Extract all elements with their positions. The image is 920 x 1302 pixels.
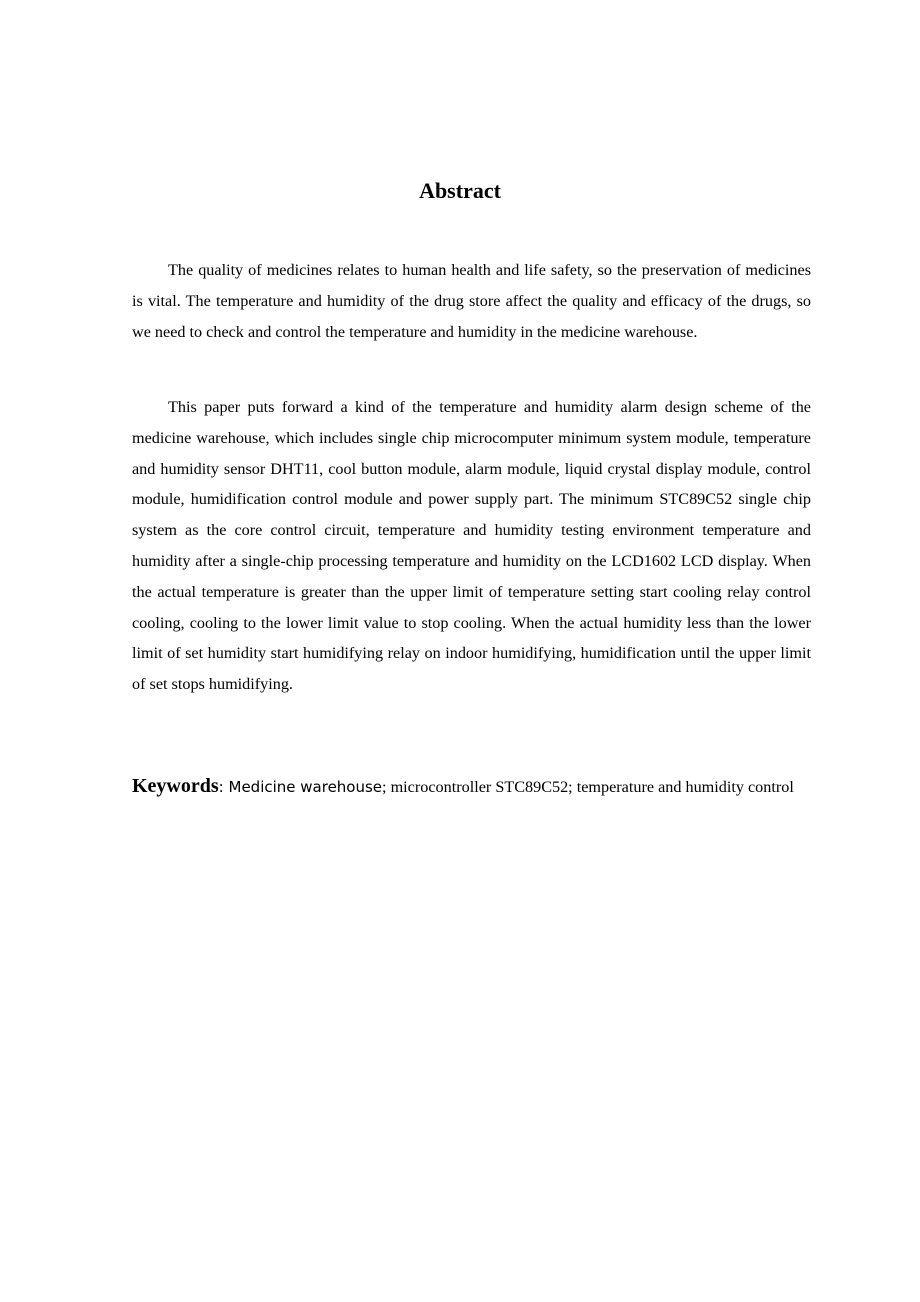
keywords-rest: ; microcontroller STC89C52; temperature and humidity control	[382, 778, 794, 796]
abstract-paragraph-2: This paper puts forward a kind of the temperature and humidity alarm design scheme of the medicine warehouse, which includes single chip microcomputer minimum system module, temperature and humidity sensor DHT11, cool button module, alarm module, liquid crystal display module, control module, humidification control module and power supply part. The minimum STC89C52 single chip system as the core control circuit, temperature and humidity testing environment temperature and humidity after a single-chip processing temperature and humidity on the LCD1602 LCD display. When the actual temperature is greater than the upper limit of temperature setting start cooling relay control cooling, cooling to the lower limit value to stop cooling. When the actual humidity less than the lower limit of set humidity start humidifying relay on indoor humidifying, humidification until the upper limit of set stops humidifying.	[132, 398, 811, 694]
keywords-label: Keywords	[132, 775, 219, 797]
keywords-separator: :	[218, 778, 229, 796]
abstract-paragraph-1: The quality of medicines relates to human health and life safety, so the preservation of medicines is vital. The temperature and humidity of the drug store affect the quality and efficacy of the drugs, so we need to check and control the temperature and humidity in the medicine warehouse.	[132, 261, 811, 341]
keywords-line	[132, 773, 811, 801]
abstract-title: Abstract	[419, 178, 501, 203]
keyword-medicine-warehouse: Medicine warehouse	[228, 778, 383, 796]
